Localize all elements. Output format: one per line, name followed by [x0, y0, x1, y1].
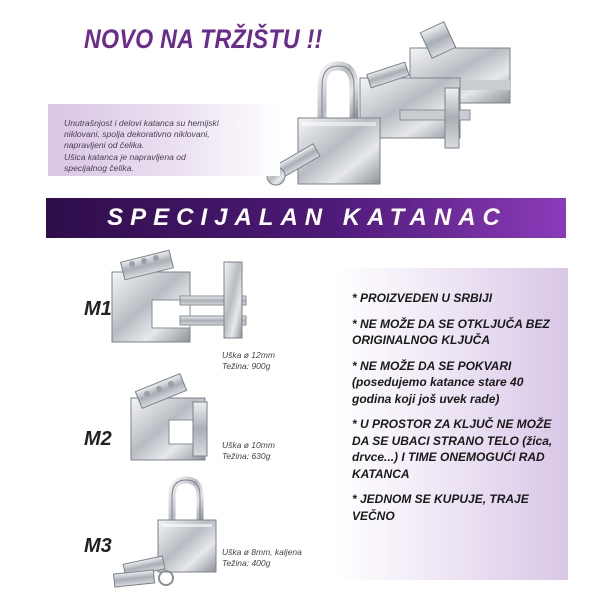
padlock-group-image	[250, 8, 530, 198]
headline: NOVO NA TRŽIŠTU !!	[84, 24, 323, 54]
padlock-m3-image	[110, 474, 230, 589]
spec-line: Težina: 400g	[222, 558, 271, 568]
intro-line: Ušica katanca je napravljena od	[64, 151, 186, 162]
model-label-m2: M2	[84, 428, 112, 450]
intro-line: napravljeni od čelika.	[64, 140, 145, 151]
spec-line: Uška ø 10mm	[222, 440, 275, 450]
feature-item: * NE MOŽE DA SE POKVARI (posedujemo katance stare 40 godina koji još uvek rade)	[352, 358, 524, 406]
intro-line: Unutrašnjost i delovi katanca su hemijski	[64, 118, 219, 128]
feature-item: * NE MOŽE DA SE OTKLJUČA BEZ ORIGINALNOG KLJUČA	[352, 316, 550, 347]
model-label-m3: M3	[84, 535, 112, 557]
spec-m2	[222, 440, 275, 462]
padlock-m2-image	[125, 368, 225, 468]
features-list	[352, 290, 566, 533]
model-label-m1: M1	[84, 298, 112, 320]
spec-m1	[222, 350, 275, 372]
spec-m3	[222, 547, 302, 569]
feature-item: * PROIZVEDEN U SRBIJI	[352, 291, 493, 305]
padlock-m1-image	[100, 250, 260, 350]
spec-line: Težina: 900g	[222, 361, 271, 371]
intro-line: niklovani, spolja dekorativno niklovani,	[64, 129, 210, 140]
intro-line: specijalnog čelika.	[64, 162, 134, 173]
spec-line: Težina: 630g	[222, 451, 271, 461]
spec-line: Uška ø 12mm	[222, 350, 275, 360]
banner-title: SPECIJALAN KATANAC	[107, 204, 507, 231]
intro-text	[64, 118, 279, 174]
feature-item: * JEDNOM SE KUPUJE, TRAJE VEČNO	[352, 492, 529, 523]
feature-item: * U PROSTOR ZA KLJUČ NE MOŽE DA SE UBACI STRANO TELO (žica, drvce...) I TIME ONEMOGUĆI RAD KATANCA	[352, 417, 553, 481]
spec-line: Uška ø 8mm, kaljena	[222, 547, 302, 557]
